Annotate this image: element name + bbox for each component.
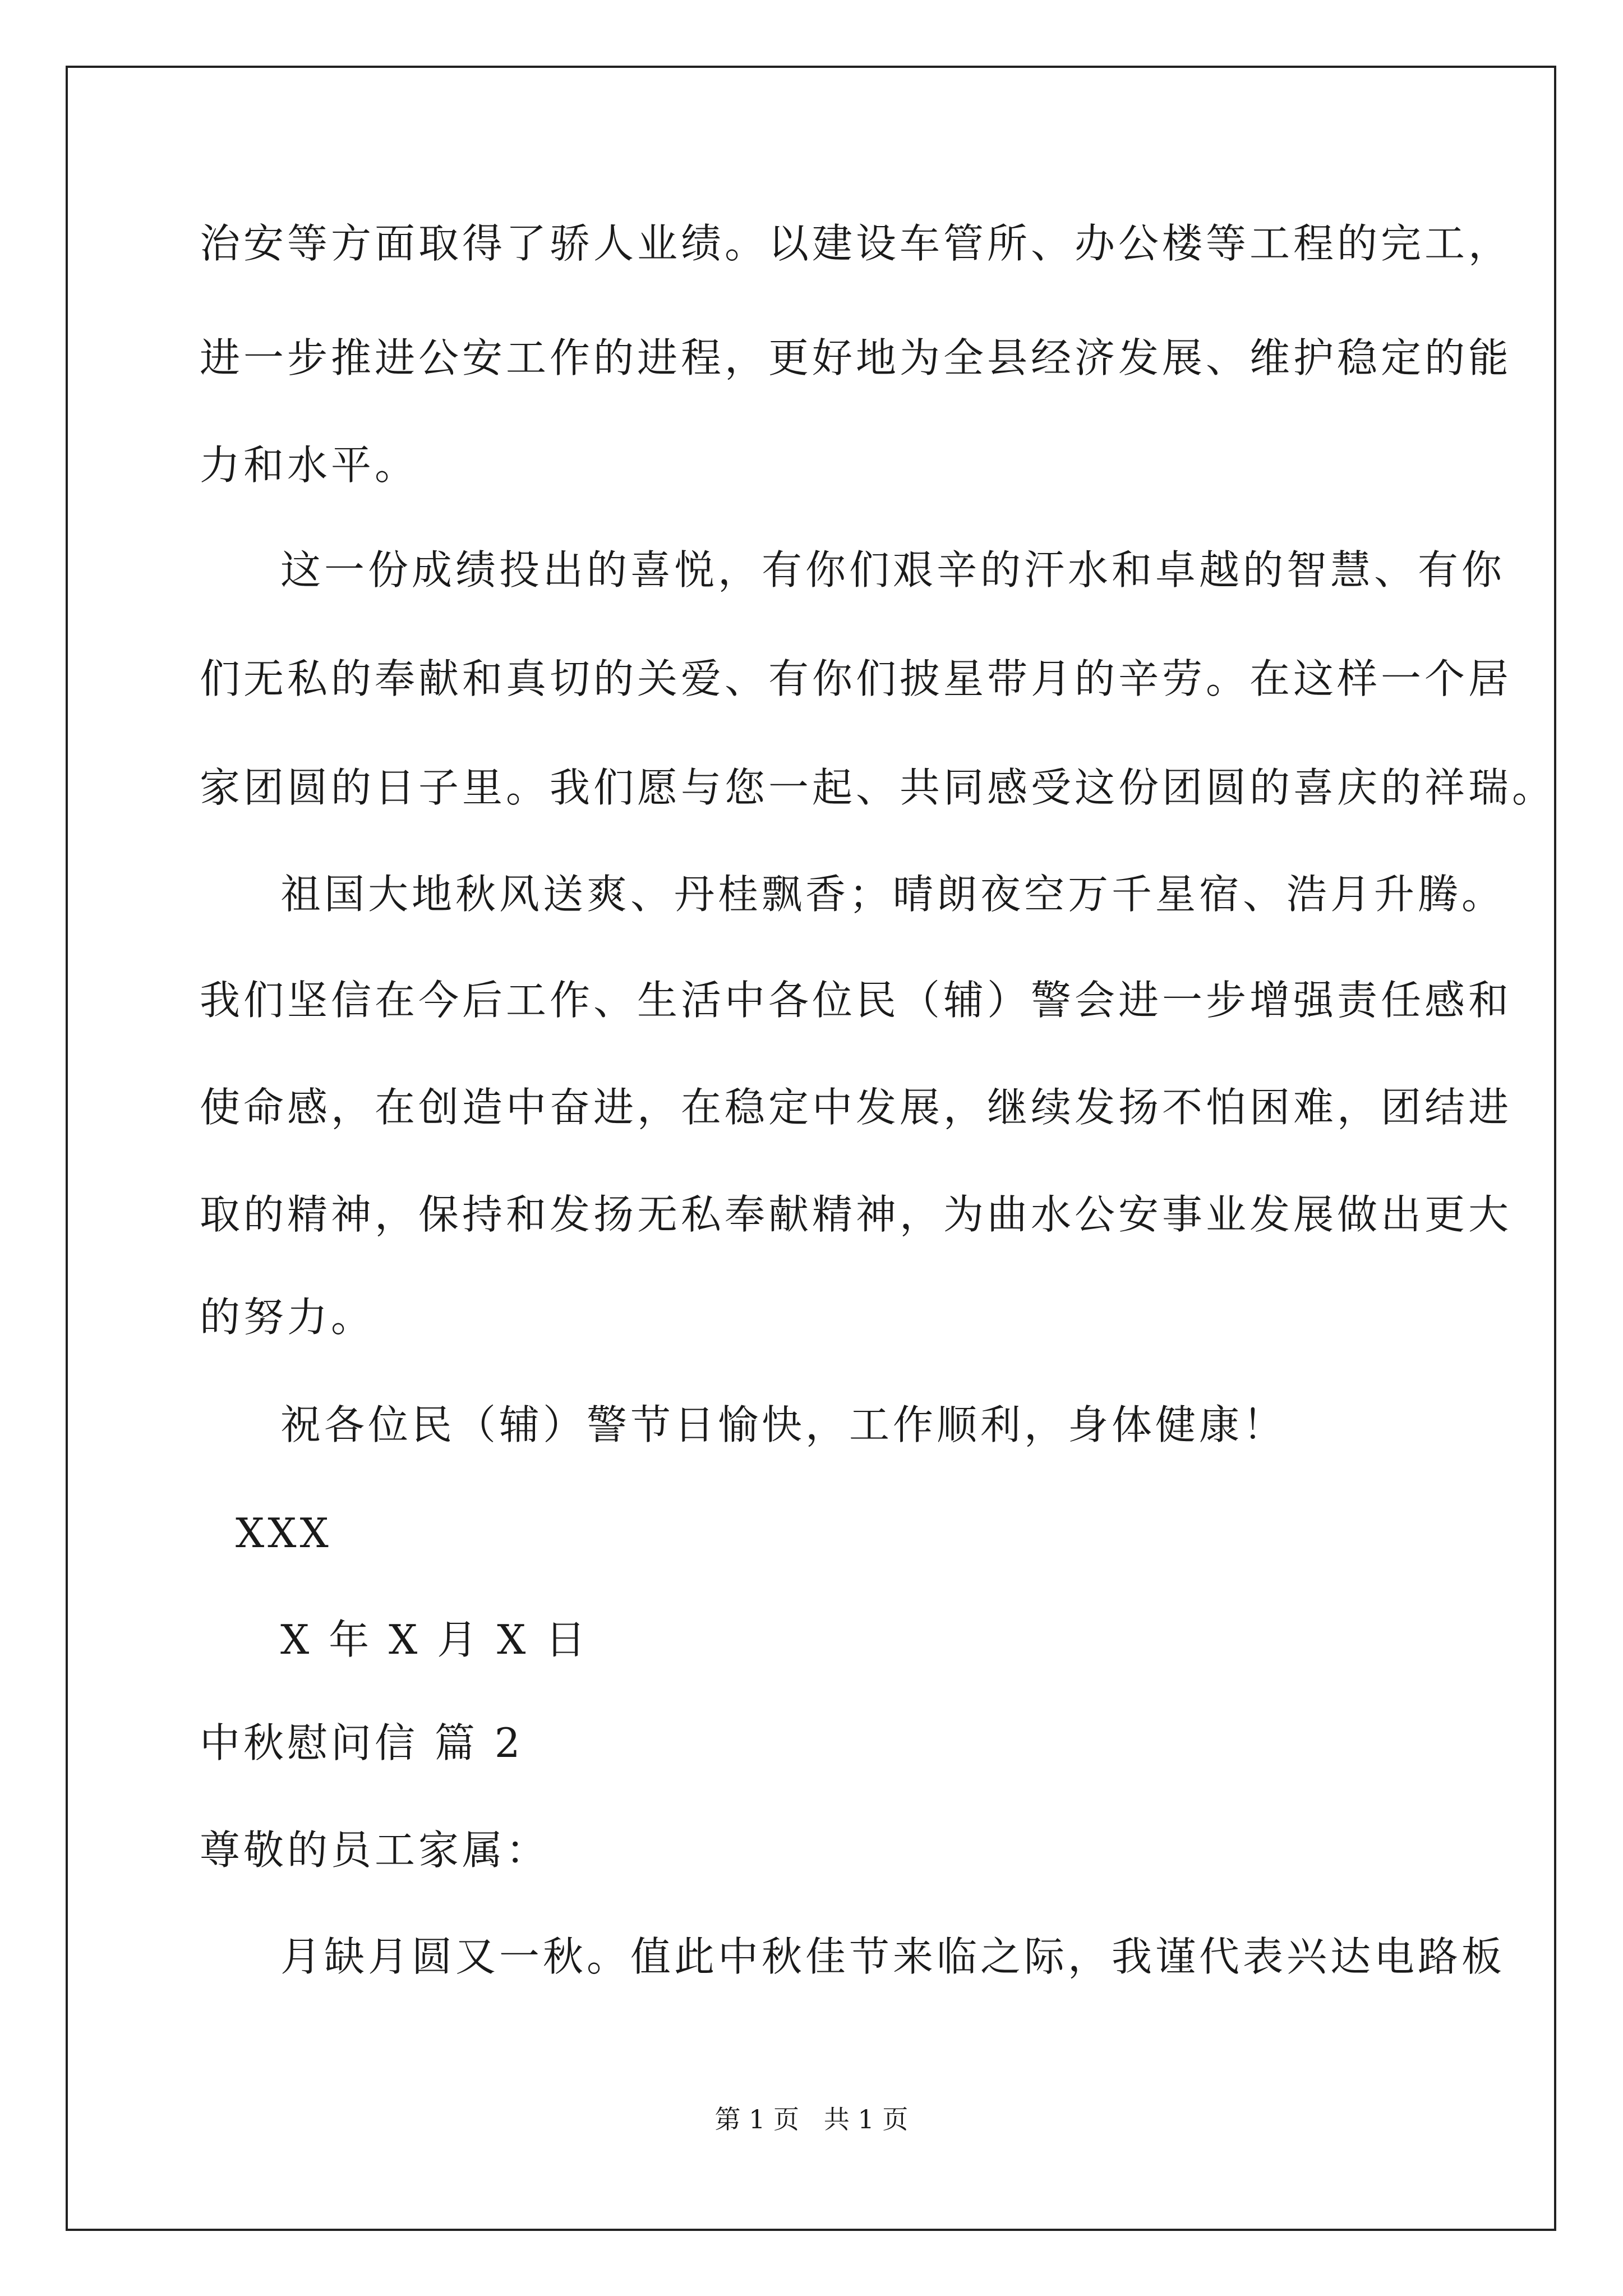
signature: XXX xyxy=(236,1510,332,1557)
closing-wish: 祝各位民（辅）警节日愉快，工作顺利，身体健康！ xyxy=(280,1401,1287,1448)
body-line-6: 家团圆的日子里。我们愿与您一起、共同感受这份团圆的喜庆的祥瑞。 xyxy=(200,764,1556,811)
body-line-4: 这一份成绩投出的喜悦，有你们艰辛的汗水和卓越的智慧、有你 xyxy=(280,546,1506,593)
date-line: X 年 X 月 X 日 xyxy=(280,1616,589,1663)
page-border xyxy=(66,66,1556,2231)
body-line-7: 祖国大地秋风送爽、丹桂飘香；晴朗夜空万千星宿、浩月升腾。 xyxy=(280,871,1506,918)
section-heading: 中秋慰问信 篇 2 xyxy=(200,1719,524,1766)
body-line-12: 月缺月圆又一秋。值此中秋佳节来临之际，我谨代表兴达电路板 xyxy=(280,1933,1506,1980)
body-line-1: 治安等方面取得了骄人业绩。以建设车管所、办公楼等工程的完工， xyxy=(200,220,1513,267)
body-line-11: 的努力。 xyxy=(200,1294,375,1341)
salutation: 尊敬的员工家属： xyxy=(200,1826,550,1874)
body-line-10: 取的精神，保持和发扬无私奉献精神，为曲水公安事业发展做出更大 xyxy=(200,1191,1513,1238)
body-line-8: 我们坚信在今后工作、生活中各位民（辅）警会进一步增强责任感和 xyxy=(200,977,1513,1024)
page-footer: 第 1 页 共 1 页 xyxy=(714,2104,909,2134)
body-line-3: 力和水平。 xyxy=(200,441,419,489)
body-line-2: 进一步推进公安工作的进程，更好地为全县经济发展、维护稳定的能 xyxy=(200,334,1513,381)
body-line-9: 使命感，在创造中奋进，在稳定中发展，继续发扬不怕困难，团结进 xyxy=(200,1084,1513,1131)
body-line-5: 们无私的奉献和真切的关爱、有你们披星带月的辛劳。在这样一个居 xyxy=(200,655,1513,702)
